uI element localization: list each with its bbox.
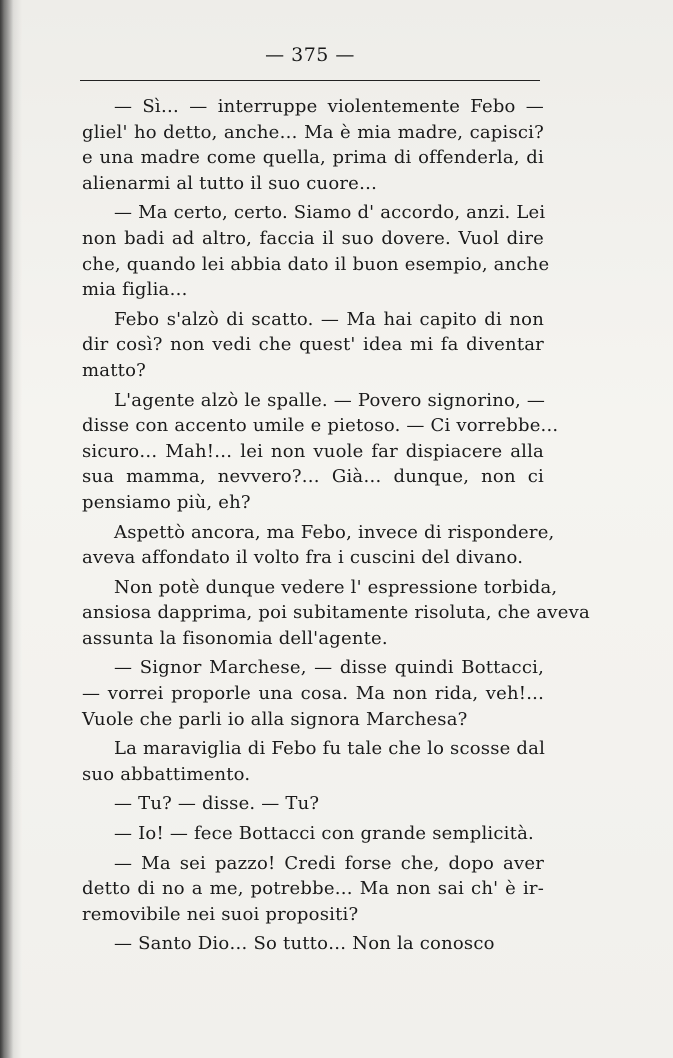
text-line: gliel' ho detto, anche… Ma è mia madre, capisci? bbox=[82, 121, 544, 143]
paragraph bbox=[82, 931, 544, 957]
text-line: matto? bbox=[82, 359, 146, 381]
text-line: removibile nei suoi propositi? bbox=[82, 903, 359, 925]
text-line: Aspettò ancora, ma Febo, invece di rispondere, bbox=[114, 521, 555, 543]
body-text bbox=[82, 94, 590, 961]
page-number: — 375 — bbox=[265, 44, 355, 66]
binding-shadow bbox=[0, 0, 22, 1058]
text-line: disse con accento umile e pietoso. — Ci vorrebbe... bbox=[82, 415, 559, 437]
text-line: aveva affondato il volto fra i cuscini del divano. bbox=[82, 547, 524, 569]
text-line: — Ma certo, certo. Siamo d' accordo, anzi. Lei bbox=[114, 202, 546, 224]
text-line: L'agente alzò le spalle. — Povero signorino, — bbox=[114, 389, 546, 411]
text-line: — vorrei proporle una cosa. Ma non rida, veh!... bbox=[82, 683, 544, 705]
text-line: e una madre come quella, prima di offenderla, di bbox=[82, 147, 544, 169]
header-rule bbox=[80, 80, 540, 81]
text-line: sua mamma, nevvero?… Già… dunque, non ci bbox=[82, 466, 544, 488]
text-line: suo abbattimento. bbox=[82, 763, 251, 785]
text-line: sicuro… Mah!… lei non vuole far dispiacere alla bbox=[82, 440, 544, 462]
text-line: — Sì… — interruppe violentemente Febo — bbox=[114, 96, 544, 117]
text-line: dir così? non vedi che quest' idea mi fa diventar bbox=[82, 334, 544, 356]
text-line: — Santo Dio… So tutto… Non la conosco bbox=[114, 933, 495, 955]
paragraph bbox=[82, 388, 559, 516]
paragraph bbox=[82, 791, 544, 817]
text-line: — Ma sei pazzo! Credi forse che, dopo aver bbox=[114, 852, 544, 874]
paragraph bbox=[82, 736, 544, 787]
text-line: — Signor Marchese, — disse quindi Bottacci, bbox=[114, 657, 544, 679]
text-line: alienarmi al tutto il suo cuore… bbox=[82, 172, 378, 194]
text-line: che, quando lei abbia dato il buon esempio, anche bbox=[82, 253, 550, 275]
text-line: — Tu? — disse. — Tu? bbox=[114, 793, 320, 815]
paragraph bbox=[82, 575, 590, 652]
paragraph bbox=[82, 520, 555, 571]
text-line: pensiamo più, eh? bbox=[82, 491, 251, 513]
paragraph bbox=[82, 200, 550, 302]
paragraph bbox=[82, 94, 544, 196]
paragraph bbox=[82, 307, 544, 384]
text-line: La maraviglia di Febo fu tale che lo scosse dal bbox=[114, 738, 546, 760]
paragraph bbox=[82, 821, 544, 847]
text-line: assunta la fisonomia dell'agente. bbox=[82, 627, 388, 649]
text-line: — Io! — fece Bottacci con grande semplicità. bbox=[114, 823, 534, 845]
text-line: ansiosa dapprima, poi subitamente risoluta, che aveva bbox=[82, 602, 590, 624]
text-line: mia figlia… bbox=[82, 279, 188, 301]
paragraph bbox=[82, 655, 544, 732]
text-line: detto di no a me, potrebbe… Ma non sai ch' è ir- bbox=[82, 878, 544, 900]
text-line: Febo s'alzò di scatto. — Ma hai capito di non bbox=[114, 308, 544, 330]
text-line: non badi ad altro, faccia il suo dovere. Vuol dire bbox=[82, 227, 544, 249]
text-line: Non potè dunque vedere l' espressione torbida, bbox=[114, 576, 558, 598]
paragraph bbox=[82, 851, 544, 928]
text-line: Vuole che parli io alla signora Marchesa? bbox=[82, 708, 468, 730]
